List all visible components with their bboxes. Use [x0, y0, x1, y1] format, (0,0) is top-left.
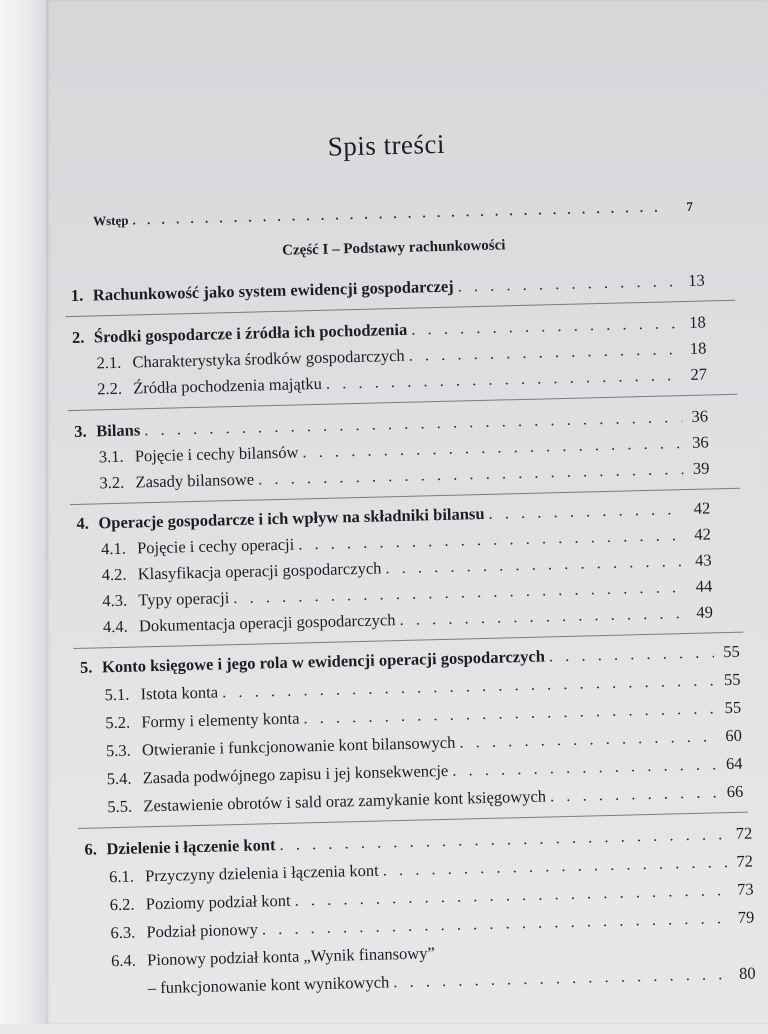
toc-entry-intro — [93, 199, 693, 230]
leader-dots — [459, 726, 716, 752]
section-number: 3.2. — [99, 472, 125, 493]
section-title: Charakterystyka środków gospodarczych — [132, 345, 405, 372]
section-number: 4.4. — [102, 616, 128, 637]
section-number: 4.1. — [100, 538, 127, 559]
leader-dots — [279, 824, 726, 855]
section-page: 80 — [738, 963, 756, 983]
leader-dots — [303, 698, 715, 728]
leader-dots — [326, 365, 682, 394]
chapter-title: Dzielenie i łączenie kont — [106, 835, 276, 859]
section-page: 36 — [691, 432, 709, 452]
chapter-page: 13 — [687, 270, 705, 290]
leader-dots — [132, 199, 667, 228]
chapter-number: 3. — [73, 421, 87, 441]
section-title: Zasady bilansowe — [135, 469, 255, 492]
chapter-title: Konto księgowe i jego rola w ewidencji operacji gospodarczych — [101, 646, 546, 677]
chapter-number: 2. — [71, 327, 85, 347]
section-title: Poziomy podział kont — [145, 890, 291, 914]
section-number: 6.1. — [108, 866, 135, 887]
chapter-page: 72 — [735, 823, 753, 843]
chapter-title: Bilans — [95, 420, 141, 441]
leader-dots — [393, 964, 730, 992]
leader-dots — [262, 908, 729, 939]
chapter-page: 42 — [693, 498, 711, 518]
section-page: 49 — [696, 602, 714, 622]
section-title: Pojęcie i cechy bilansów — [134, 442, 299, 466]
leader-dots — [488, 499, 684, 524]
section-title: Dokumentacja operacji gospodarczych — [138, 610, 396, 636]
part-heading: Część I – Podstawy rachunkowości — [282, 237, 506, 259]
leader-dots — [222, 670, 715, 702]
chapter-page: 18 — [689, 312, 706, 332]
section-page: 39 — [692, 458, 710, 478]
leader-dots — [399, 603, 687, 630]
leader-dots — [298, 525, 685, 554]
chapter-title: Operacje gospodarcze i ich wpływ na składniki bilansu — [98, 503, 485, 533]
leader-dots — [258, 459, 684, 489]
toc-section-continuation — [148, 963, 756, 998]
section-title: Pojęcie i cechy operacji — [136, 534, 295, 558]
section-title: Podział pionowy — [146, 919, 259, 942]
entry-page: 7 — [686, 198, 694, 214]
leader-dots — [549, 642, 714, 666]
section-page: 60 — [725, 725, 743, 746]
section-page: 55 — [724, 697, 742, 718]
section-page: 44 — [695, 576, 713, 596]
section-number: 4.3. — [102, 590, 128, 611]
section-number: 2.1. — [96, 352, 122, 373]
chapter-number: 5. — [79, 657, 93, 677]
section-page: 64 — [725, 753, 743, 774]
section-number: 2.2. — [96, 378, 123, 399]
leader-dots — [452, 754, 717, 780]
section-number: 6.3. — [110, 922, 136, 943]
section-number: 5.2. — [105, 712, 131, 733]
chapter-page: 36 — [691, 406, 709, 426]
chapter-number: 6. — [84, 839, 98, 859]
section-number: 4.2. — [101, 564, 127, 585]
section-page: 18 — [689, 338, 707, 358]
section-title-continuation: – funkcjonowanie kont wynikowych — [147, 972, 390, 998]
chapter-number: 4. — [76, 513, 90, 533]
section-title: Pionowy podział konta „Wynik finansowy” — [146, 943, 436, 970]
leader-dots — [408, 339, 680, 366]
section-number: 5.3. — [105, 740, 132, 761]
toc-chapter — [71, 270, 705, 305]
section-number: 5.4. — [106, 768, 132, 789]
toc-section-first-line — [111, 943, 435, 971]
section-title: Zestawienie obrotów i sald oraz zamykanie kont księgowych — [143, 786, 547, 816]
section-title: Zasada podwójnego zapisu i jej konsekwencje — [142, 760, 449, 788]
chapter-page: 55 — [723, 641, 741, 662]
leader-dots — [382, 852, 727, 880]
section-page: 72 — [736, 851, 754, 871]
section-page: 66 — [726, 781, 744, 802]
leader-dots — [550, 782, 718, 806]
section-title: Otwieranie i funkcjonowanie kont bilansowych — [141, 732, 456, 760]
section-page: 55 — [723, 669, 741, 690]
section-page: 79 — [737, 907, 755, 927]
section-title: Formy i elementy konta — [141, 708, 300, 732]
chapter-number: 1. — [70, 285, 84, 305]
entry-title: Wstęp — [92, 212, 129, 229]
section-page: 73 — [736, 879, 754, 899]
section-number: 6.2. — [109, 894, 135, 915]
page-title: Spis treści — [327, 128, 446, 162]
leader-dots — [385, 551, 686, 578]
leader-dots — [302, 433, 683, 462]
leader-dots — [457, 271, 679, 296]
chapter-title: Środki gospodarcze i źródła ich pochodzenia — [93, 319, 408, 347]
section-title: Przyczyny dzielenia i łączenia kont — [144, 860, 379, 886]
section-title: Istota konta — [140, 682, 219, 704]
section-title: Źródła pochodzenia majątku — [132, 373, 323, 398]
leader-dots — [233, 577, 686, 608]
section-title: Typy operacji — [138, 588, 230, 610]
section-title: Klasyfikacja operacji gospodarczych — [137, 558, 382, 584]
leader-dots — [411, 313, 680, 340]
chapter-title: Rachunkowość jako system ewidencji gospodarczej — [92, 276, 454, 305]
section-page: 42 — [694, 524, 712, 544]
section-page: 43 — [694, 550, 712, 570]
toc-section — [107, 782, 743, 818]
section-number: 6.4. — [110, 950, 137, 971]
leader-dots — [294, 880, 728, 911]
section-page: 27 — [690, 364, 708, 384]
section-number: 5.5. — [107, 796, 133, 817]
section-number: 3.1. — [98, 446, 124, 467]
section-number: 5.1. — [104, 684, 130, 705]
